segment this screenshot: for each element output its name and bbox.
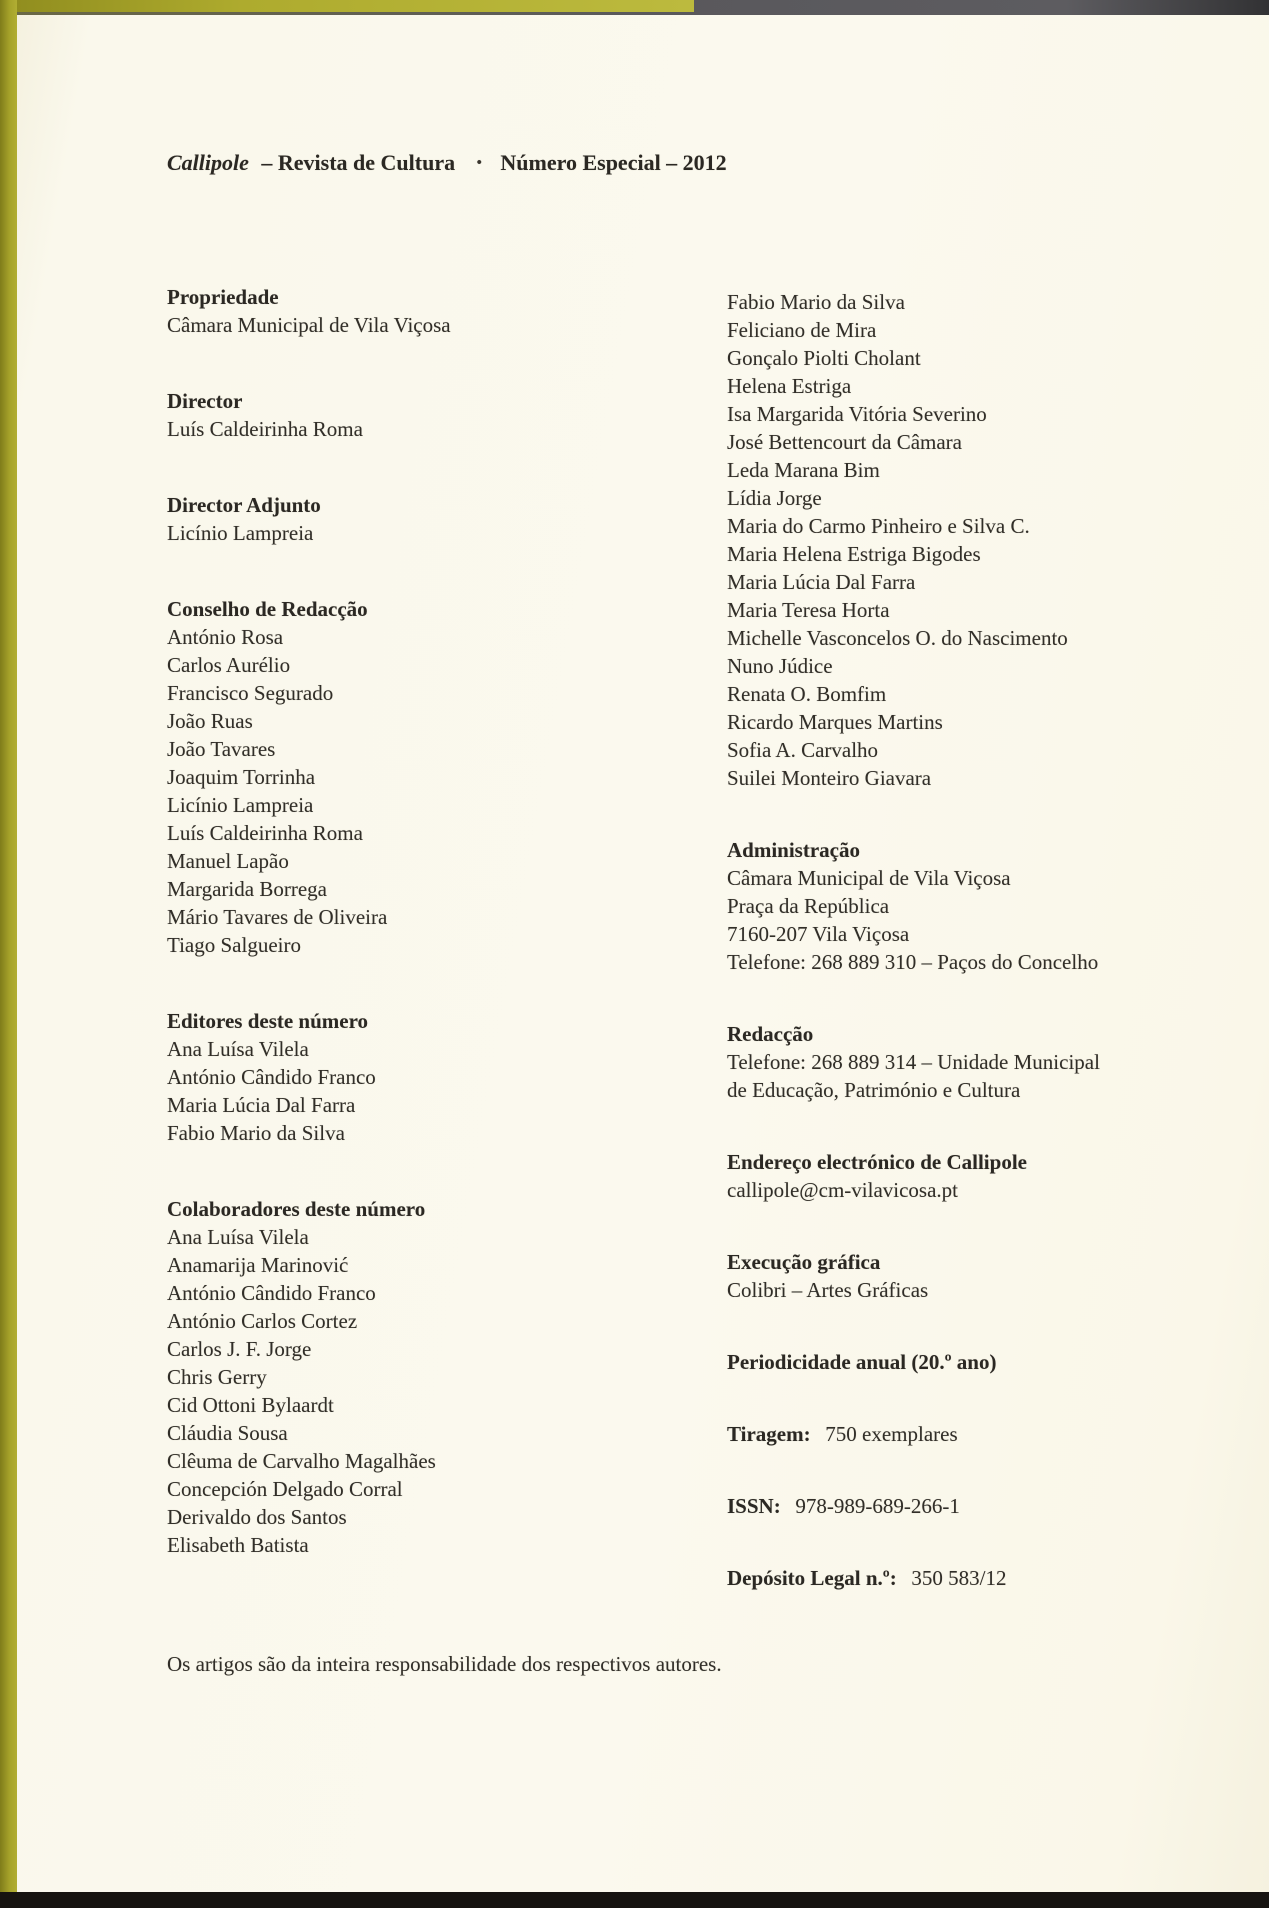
scanner-background-bottom-edge [0, 1892, 1269, 1908]
credit-line: António Rosa [167, 625, 284, 649]
section-lines [727, 1276, 1247, 1304]
credit-line: Luís Caldeirinha Roma [167, 417, 363, 441]
right-sections [727, 836, 1247, 1592]
section-heading: Editores deste número [167, 1009, 369, 1033]
credit-line: António Carlos Cortez [167, 1309, 358, 1333]
credit-line: Ana Luísa Vilela [167, 1037, 309, 1061]
info-section [727, 1248, 1247, 1304]
issue-label: Número Especial – 2012 [500, 150, 727, 175]
section-heading-line [727, 1564, 1247, 1592]
credits-section [167, 491, 667, 547]
collaborator-name: Maria Teresa Horta [727, 598, 890, 622]
section-heading-line [727, 1420, 1247, 1448]
credit-line: João Ruas [167, 709, 253, 733]
credit-line: Fabio Mario da Silva [167, 1121, 345, 1145]
credit-line: Luís Caldeirinha Roma [167, 821, 363, 845]
book-cover-top-edge [0, 0, 694, 12]
section-heading-line [727, 836, 1247, 864]
credit-line: Cid Ottoni Bylaardt [167, 1393, 334, 1417]
credit-line: António Cândido Franco [167, 1281, 376, 1305]
masthead [167, 150, 727, 176]
section-heading: Depósito Legal n.º: [727, 1566, 897, 1590]
info-section [727, 1020, 1247, 1104]
info-section [727, 1564, 1247, 1592]
section-lines [727, 1048, 1247, 1104]
journal-title: Callipole [167, 150, 249, 175]
collaborator-name: Leda Marana Bim [727, 458, 880, 482]
credit-line: Licínio Lampreia [167, 793, 314, 817]
section-heading: Execução gráfica [727, 1250, 881, 1274]
section-heading-line [727, 1492, 1247, 1520]
collaborator-name: Maria Lúcia Dal Farra [727, 570, 916, 594]
section-heading: Propriedade [167, 285, 279, 309]
section-heading-line [727, 1248, 1247, 1276]
section-heading-value: 978-989-689-266-1 [795, 1494, 960, 1518]
section-heading: Periodicidade anual (20.º ano) [727, 1350, 997, 1374]
info-section [727, 1348, 1247, 1376]
credit-line: Francisco Segurado [167, 681, 334, 705]
collaborator-name: Feliciano de Mira [727, 318, 877, 342]
section-heading-line [727, 1020, 1247, 1048]
info-line: Praça da República [727, 894, 890, 918]
credit-line: Joaquim Torrinha [167, 765, 316, 789]
credit-line: Manuel Lapão [167, 849, 289, 873]
credit-line: João Tavares [167, 737, 276, 761]
credits-section [167, 387, 667, 443]
credit-line: Derivaldo dos Santos [167, 1505, 347, 1529]
section-heading: Tiragem: [727, 1422, 811, 1446]
section-heading: Redacção [727, 1022, 814, 1046]
collaborator-name: Lídia Jorge [727, 486, 822, 510]
collaborator-name: Gonçalo Piolti Cholant [727, 346, 921, 370]
credit-line: Clêuma de Carvalho Magalhães [167, 1449, 436, 1473]
section-lines [167, 311, 667, 339]
section-heading-value: 350 583/12 [911, 1566, 1007, 1590]
disclaimer-note: Os artigos são da inteira responsabilidade dos respectivos autores. [167, 1652, 722, 1676]
info-line: 7160-207 Vila Viçosa [727, 922, 910, 946]
info-section [727, 1492, 1247, 1520]
collaborator-name: Michelle Vasconcelos O. do Nascimento [727, 626, 1068, 650]
info-section [727, 836, 1247, 976]
credits-section [167, 1007, 667, 1147]
credit-line: Maria Lúcia Dal Farra [167, 1093, 356, 1117]
credit-line: Tiago Salgueiro [167, 933, 301, 957]
collaborator-name: José Bettencourt da Câmara [727, 430, 962, 454]
credit-line: Concepción Delgado Corral [167, 1477, 403, 1501]
right-credits-column [727, 288, 1247, 1592]
section-heading: Director Adjunto [167, 493, 321, 517]
section-lines [167, 1223, 667, 1559]
section-heading-value: 750 exemplares [825, 1422, 958, 1446]
collaborator-name: Ricardo Marques Martins [727, 710, 943, 734]
section-lines [167, 1035, 667, 1147]
info-line: Colibri – Artes Gráficas [727, 1278, 929, 1302]
credit-line: António Cândido Franco [167, 1065, 376, 1089]
credit-line: Ana Luísa Vilela [167, 1225, 309, 1249]
masthead-subtitle: – Revista de Cultura [261, 150, 456, 175]
section-heading: Conselho de Redacção [167, 597, 368, 621]
section-heading-line [727, 1348, 1247, 1376]
credits-section [167, 1195, 667, 1559]
info-line: callipole@cm-vilavicosa.pt [727, 1178, 959, 1202]
section-lines [167, 415, 667, 443]
section-heading: ISSN: [727, 1494, 781, 1518]
section-heading: Director [167, 389, 243, 413]
info-line: Telefone: 268 889 310 – Paços do Concelho [727, 950, 1099, 974]
collaborator-name: Nuno Júdice [727, 654, 833, 678]
credit-line: Margarida Borrega [167, 877, 327, 901]
collaborator-name: Suilei Monteiro Giavara [727, 766, 932, 790]
info-line: de Educação, Património e Cultura [727, 1078, 1021, 1102]
left-credits-column [167, 283, 667, 1559]
section-lines [727, 1176, 1247, 1204]
info-section [727, 1420, 1247, 1448]
credits-section [167, 595, 667, 959]
collaborator-name: Fabio Mario da Silva [727, 290, 905, 314]
collaborator-name: Sofia A. Carvalho [727, 738, 879, 762]
credit-line: Mário Tavares de Oliveira [167, 905, 388, 929]
section-heading: Endereço electrónico de Callipole [727, 1150, 1027, 1174]
credit-line: Anamarija Marinović [167, 1253, 349, 1277]
section-lines [727, 864, 1247, 976]
book-spine-edge [0, 0, 17, 1895]
credits-section [167, 283, 667, 339]
section-lines [167, 623, 667, 959]
collaborator-name: Isa Margarida Vitória Severino [727, 402, 987, 426]
collaborator-name: Helena Estriga [727, 374, 852, 398]
section-heading: Administração [727, 838, 860, 862]
credit-line: Carlos Aurélio [167, 653, 291, 677]
bullet-separator-icon: • [476, 155, 482, 171]
section-heading-line [727, 1148, 1247, 1176]
info-section [727, 1148, 1247, 1204]
credit-line: Chris Gerry [167, 1365, 267, 1389]
disclaimer [167, 1650, 722, 1678]
collaborator-name: Maria Helena Estriga Bigodes [727, 542, 981, 566]
collaborator-name: Maria do Carmo Pinheiro e Silva C. [727, 514, 1030, 538]
credit-line: Câmara Municipal de Vila Viçosa [167, 313, 451, 337]
credit-line: Carlos J. F. Jorge [167, 1337, 312, 1361]
section-lines [167, 519, 667, 547]
info-line: Telefone: 268 889 314 – Unidade Municipal [727, 1050, 1100, 1074]
info-line: Câmara Municipal de Vila Viçosa [727, 866, 1011, 890]
section-heading: Colaboradores deste número [167, 1197, 426, 1221]
credit-line: Elisabeth Batista [167, 1533, 309, 1557]
left-sections [167, 283, 667, 1559]
credit-line: Cláudia Sousa [167, 1421, 288, 1445]
credit-line: Licínio Lampreia [167, 521, 314, 545]
collaborator-name: Renata O. Bomfim [727, 682, 887, 706]
collaborators-continued-list [727, 288, 1247, 792]
